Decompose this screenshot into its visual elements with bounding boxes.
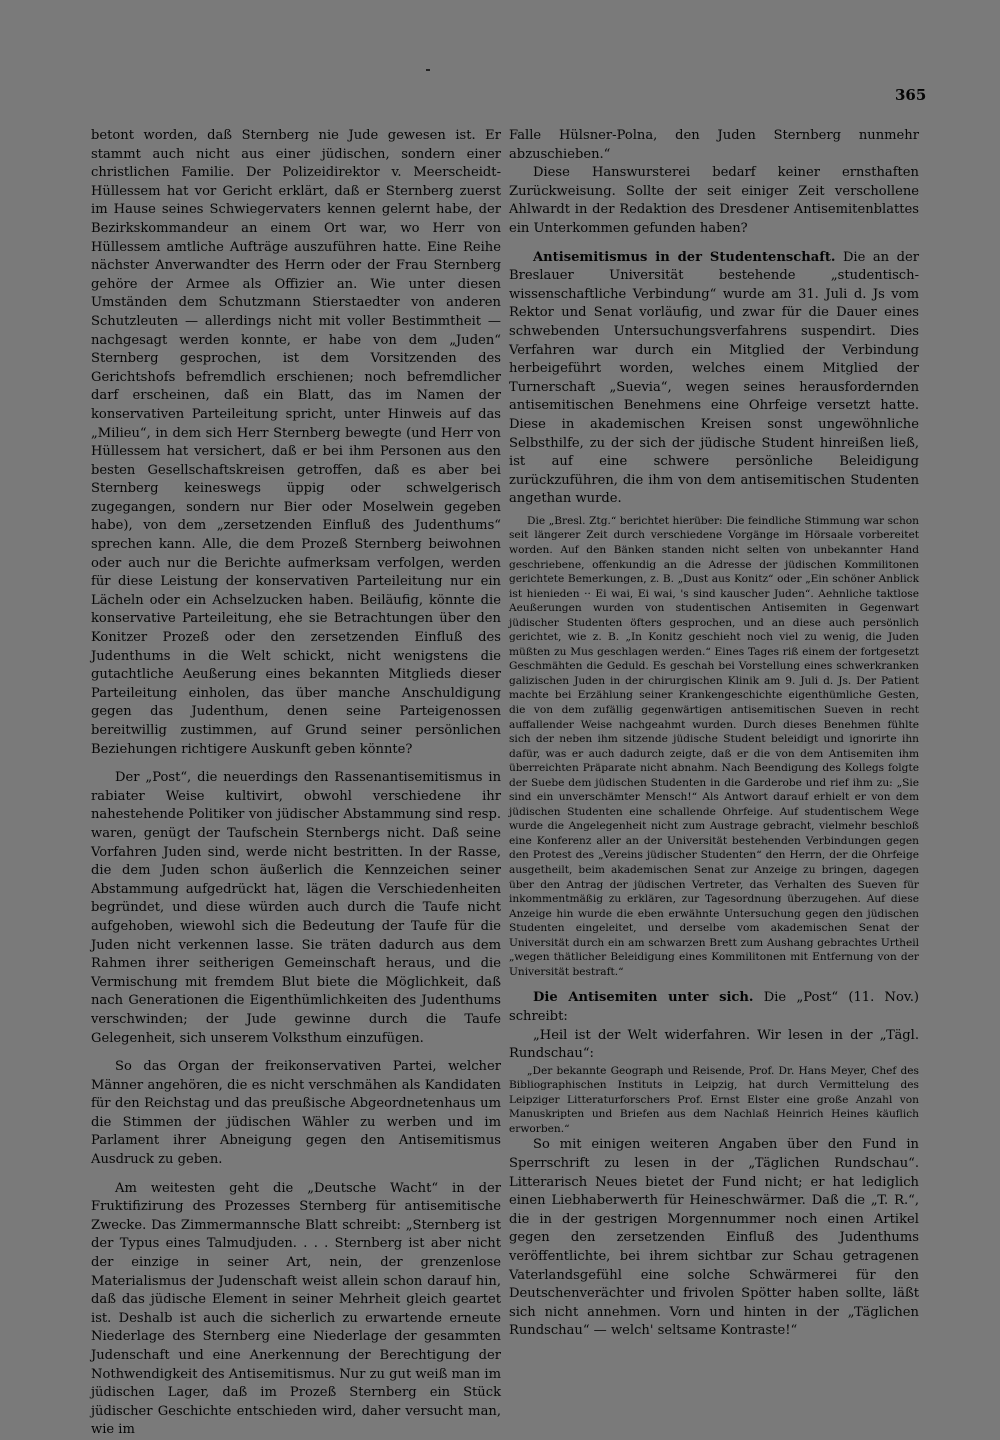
left-column (91, 127, 501, 1440)
quote-block-breslau (509, 514, 919, 980)
right-column (509, 127, 919, 1341)
quote-block-rundschau (509, 1064, 919, 1137)
quote-rundschau: „Der bekannte Geograph und Reisende, Prof. Dr. Hans Meyer, Chef des Bibliographischen Instituts in Leipzig, hat durch Vermittelung des Leipziger Litteraturforschers Prof. Ernst Elster eine große Anzahl von Manuskripten und Briefen aus dem Nachlaß Heinrich Heines käuflich erworben.“ (509, 1064, 919, 1135)
section-studentenschaft (509, 249, 919, 509)
section-antisemiten (509, 989, 919, 1026)
quote-intro-post: „Heil ist der Welt widerfahren. Wir lesen in der „Tägl. Rundschau“: (509, 1027, 919, 1062)
left-paragraph-1: betont worden, daß Sternberg nie Jude gewesen ist. Er stammt auch nicht aus einer jüdischen, sondern einer christlichen Familie. Der Polizeidirektor v. Meerscheidt-Hüllessem hat vor Gericht erklärt, daß er Sternberg zuerst im Hause seines Schwiegervaters kennen gelernt habe, der Bezirkskommandeur an einem Ort war, wo Herr von Hüllessem amtliche Aufträge auszuführen hatte. Eine Reihe nächster Anverwandter des Herrn oder der Frau Sternberg gehöre der Armee als Offizier an. Wie unter diesen Umständen dem Schutzmann Stierstaedter von anderen Schutzleuten — allerdings nicht mit voller Bestimmtheit — nachgesagt werden konnte, er habe von dem „Juden“ Sternberg gesprochen, ist dem Vorsitzenden des Gerichtshofs befremdlich erschienen; noch befremdlicher darf erscheinen, daß ein Blatt, das im Namen der konservativen Parteileitung spricht, unter Hinweis auf das „Milieu“, in dem sich Herr Sternberg bewegte (und Herr von Hüllessem hat versichert, daß er bei ihm Personen aus den besten Gesellschaftskreisen getroffen, daß es aber bei Sternberg keineswegs üppig oder schwelgerisch zugegangen, sondern nur Bier oder Moselwein gegeben habe), von dem „zersetzenden Einfluß des Judenthums“ sprechen kann. Alle, die dem Prozeß Sternberg beiwohnen oder auch nur die Berichte aufmerksam verfolgen, werden für diese Leistung der konservativen Parteileitung nur ein Lächeln oder ein Achselzucken haben. Beiläufig, könnte die konservative Parteileitung, ehe sie Betrachtungen über den Konitzer Prozeß oder den zersetzenden Einfluß des Judenthums in die Welt schickt, nicht wenigstens die gutachtliche Aeußerung eines bekannten Mitglieds dieser Parteileitung einholen, das über manche Anschuldigung gegen das Judenthum, denen seine Parteigenossen bereitwillig zustimmen, auf Grund seiner persönlichen Beziehungen richtigere Auskunft geben könnte? (91, 128, 501, 757)
section-text-studentenschaft: Die an der Breslauer Universität bestehende „studentisch-wissenschaftliche Verbindung“ wurde am 31. Juli d. Js vom Rektor und Senat vorläufig, und zwar für die Dauer eines schwebenden Untersuchungsverfahrens suspendirt. Dies Verfahren war durch ein Mitglied der Verbindung herbeigeführt worden, welches einem Mitglied der Turnerschaft „Suevia“, wegen seines herausfordernden antisemitischen Benehmens eine Ohrfeige versetzt hatte. Diese in akademischen Kreisen sonst ungewöhnliche Selbsthilfe, zu der sich der jüdische Student hinreißen ließ, ist auf eine schwere persönliche Beleidigung zurückzuführen, die ihm von dem antisemitischen Studenten angethan wurde. (509, 249, 919, 507)
section-heading-antisemiten: Die Antisemiten unter sich. (533, 990, 754, 1006)
section-heading-studentenschaft: Antisemitismus in der Studentenschaft. (533, 249, 836, 265)
closing-paragraph: So mit einigen weiteren Angaben über den Fund in Sperrschrift zu lesen in der „Täglichen Rundschau“. Litterarisch Neues bietet der Fund nicht; er hat lediglich einen Liebhaberwerth für Heineschwärmer. Daß die „T. R.“, die in der gestrigen Morgennummer noch einen Artikel gegen den zersetzenden Einfluß des Judenthums veröffentlichte, bei ihrem sichtbar zur Schau getragenen Vaterlandsgefühl eine solche Schwärmerei für den Deutschenverächter und frivolen Spötter haben sollte, läßt sich nicht annehmen. Vorn und hinten in der „Täglichen Rundschau“ — welch' seltsame Kontraste!“ (509, 1137, 919, 1339)
left-paragraph-4: Am weitesten geht die „Deutsche Wacht“ in der Fruktifizirung des Prozesses Sternberg für antisemitische Zwecke. Das Zimmermannsche Blatt schreibt: „Sternberg ist der Typus eines Talmudjuden. . . . Sternberg ist aber nicht der einzige in seiner Art, nein, der grenzenlose Materialismus der Judenschaft weist allein schon darauf hin, daß das jüdische Element in seiner Mehrheit gleich geartet ist. Deshalb ist auch die sicherlich zu erwartende erneute Niederlage des Sternberg eine Niederlage der gesammten Judenschaft und eine Anerkennung der Berechtigung der Nothwendigkeit des Antisemitismus. Nur zu gut weiß man im jüdischen Lager, daß im Prozeß Sternberg ein Stück jüdischer Geschichte entschieden wird, daher versucht man, wie im (91, 1180, 501, 1438)
left-paragraph-2: Der „Post“, die neuerdings den Rassenantisemitismus in rabiater Weise kultivirt, obwohl verschiedene ihr nahestehende Politiker von jüdischer Abstammung sind resp. waren, genügt der Taufschein Sternbergs nicht. Daß seine Vorfahren Juden sind, werde nicht bestritten. In der Rasse, die dem Juden schon äußerlich die Kennzeichen seiner Abstammung aufgedrückt hat, lägen die Verschiedenheiten begründet, und diese würden auch durch die Taufe nicht aufgehoben, wiewohl sich die Bedeutung der Taufe für die Juden nicht verkennen lasse. Sie träten dadurch aus dem Rahmen ihrer seitherigen Gemeinschaft heraus, und die Vermischung mit fremdem Blut biete die Möglichkeit, daß nach Generationen die Eigenthümlichkeiten des Judenthums verschwinden; der Jude gewinne durch die Taufe Gelegenheit, sich unserem Volksthum einzufügen. (91, 770, 501, 1046)
page-number: 365 (895, 86, 927, 104)
quote-breslau-zeitung: Die „Bresl. Ztg.“ berichtet hierüber: Die feindliche Stimmung war schon seit längerer Zeit durch verschiedene Vorgänge im Hörsaale vorbereitet worden. Auf den Bänken standen nicht selten von unbekannter Hand geschriebene, offenkundig an die Adresse der jüdischen Kommilitonen gerichtete Bemerkungen, z. B. „Dust aus Konitz“ oder „Ein schöner Anblick ist hienieden ·· Ei wai, Ei wai, 's sind kauscher Juden“. Aehnliche taktlose Aeußerungen wurden von studentischen Antisemiten in Gegenwart jüdischer Studenten öfters gesprochen, und an diese auch persönlich gerichtet, wie z. B. „In Konitz geschieht noch viel zu wenig, die Juden müßten zu Mus geschlagen werden.“ Eines Tages riß einem der fortgesetzt Geschmähten die Geduld. Es geschah bei Vorstellung eines schwerkranken galizischen Juden in der chirurgischen Klinik am 9. Juli d. Js. Der Patient machte bei Erzählung seiner Krankengeschichte eigenthümliche Gesten, die von dem zufällig gegenwärtigen antisemitischen Sueven in recht auffallender Weise nachgeahmt wurden. Durch dieses Benehmen fühlte sich der neben ihm sitzende jüdische Student beleidigt und ignorirte ihn dafür, was er auch dadurch zeigte, daß er die von dem Antisemiten ihm überreichten Präparate nicht abnahm. Nach Beendigung des Kollegs folgte der Suebe dem jüdischen Studenten in die Garderobe und rief ihm zu: „Sie sind ein unverschämter Mensch!“ Als Antwort darauf erhielt er von dem jüdischen Studenten eine schallende Ohrfeige. Auf studentischem Wege wurde die Angelegenheit nicht zum Austrage gebracht, vielmehr beschloß eine Konferenz aller an der Universität bestehenden Verbindungen gegen den Protest des „Vereins jüdischer Studenten“ den Herrn, der die Ohrfeige ausgetheilt, beim akademischen Senat zur Anzeige zu bringen, dagegen über den Antrag der jüdischen Vertreter, das Verhalten des Sueven für inkommentmäßig zu erklären, zur Tagesordnung überzugehen. Auf diese Anzeige hin wurde die eben erwähnte Untersuchung gegen den jüdischen Studenten eingeleitet, und derselbe vom akademischen Senat der Universität durch ein am schwarzen Brett zum Aushang gebrachtes Urtheil „wegen thätlicher Beleidigung eines Kommilitonen mit Entfernung von der Universität bestraft.“ (509, 514, 919, 978)
print-mark (426, 69, 430, 71)
right-intro-2: Diese Hanswursterei bedarf keiner ernsthaften Zurückweisung. Sollte der seit einiger Zeit verschollene Ahlwardt in der Redaktion des Dresdener Antisemitenblattes ein Unterkommen gefunden haben? (509, 165, 919, 236)
right-intro-1: Falle Hülsner-Polna, den Juden Sternberg nunmehr abzuschieben.“ (509, 128, 919, 162)
left-paragraph-3: So das Organ der freikonservativen Partei, welcher Männer angehören, die es nicht verschmähen als Kandidaten für den Reichstag und das preußische Abgeordnetenhaus um die Stimmen der jüdischen Wähler zu werben und im Parlament ihrer Abneigung gegen den Antisemitismus Ausdruck zu geben. (91, 1059, 501, 1168)
section-text-antisemiten: Die „Post“ (11. Nov.) schreibt: (509, 990, 919, 1024)
